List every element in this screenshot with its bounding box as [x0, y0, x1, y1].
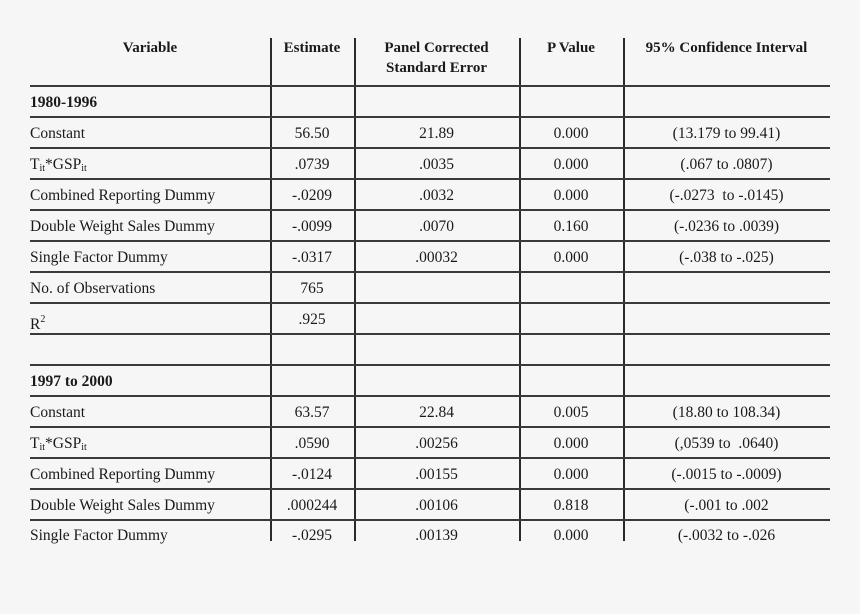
estimate-cell: .925	[298, 311, 326, 328]
p-value-cell: 0.005	[553, 404, 589, 421]
var-subscript: it	[81, 163, 87, 174]
variable-cell: Combined Reporting Dummy	[30, 187, 216, 204]
variable-cell: Double Weight Sales Dummy	[30, 218, 215, 235]
table-row	[30, 242, 830, 273]
section-label: 1997 to 2000	[30, 373, 113, 390]
variable-cell	[30, 149, 270, 180]
std-error-cell: .0032	[419, 187, 454, 204]
variable-cell: Combined Reporting Dummy	[30, 466, 216, 483]
table-row	[30, 459, 830, 490]
variable-cell: No. of Observations	[30, 280, 156, 297]
p-value-cell: 0.000	[553, 466, 589, 483]
p-value-cell: 0.000	[553, 527, 589, 544]
std-error-cell: .0070	[419, 218, 454, 235]
std-error-cell: .0035	[419, 156, 454, 173]
p-value-cell: 0.818	[553, 497, 589, 514]
ci-cell: (-.001 to .002	[684, 497, 769, 514]
p-value-cell: 0.000	[553, 156, 589, 173]
header-variable: Variable	[122, 40, 178, 56]
var-text: T	[30, 156, 40, 173]
ci-cell: (-.0273 to -.0145)	[669, 187, 784, 204]
ci-cell: (18.80 to 108.34)	[672, 404, 781, 421]
table-row	[30, 211, 830, 242]
estimate-cell: -.0295	[291, 527, 333, 544]
estimate-cell: -.0099	[291, 218, 333, 235]
ci-cell: (-.0015 to -.0009)	[671, 466, 782, 483]
ci-cell: (-.0032 to -.026	[677, 527, 776, 544]
std-error-cell: .00106	[415, 497, 458, 514]
var-subscript: it	[39, 442, 46, 453]
std-error-cell: .00256	[415, 435, 458, 452]
std-error-cell: 22.84	[419, 404, 454, 421]
variable-cell	[30, 428, 270, 459]
std-error-cell: .00139	[415, 527, 458, 544]
var-text: T	[30, 435, 40, 452]
variable-cell: Constant	[30, 125, 86, 142]
var-superscript: 2	[40, 314, 46, 325]
ci-cell: (-.038 to -.025)	[679, 249, 774, 266]
std-error-cell: .00155	[415, 466, 458, 483]
estimate-cell: -.0124	[291, 466, 333, 483]
table-row	[30, 428, 830, 459]
table-row	[30, 490, 830, 521]
variable-cell: Double Weight Sales Dummy	[30, 497, 215, 514]
table-row	[30, 273, 830, 304]
section-row-1980-1996	[30, 87, 830, 118]
header-std-error-line2: Standard Error	[386, 60, 487, 76]
variable-cell: Constant	[30, 404, 86, 421]
table-row	[30, 304, 830, 335]
p-value-cell: 0.160	[553, 218, 589, 235]
estimate-cell: .0590	[294, 435, 330, 452]
ci-cell: (.067 to .0807)	[680, 156, 773, 173]
var-text: *GSP	[45, 435, 82, 452]
table-row	[30, 520, 830, 551]
var-text: *GSP	[45, 156, 82, 173]
table-row	[30, 397, 830, 428]
section-label: 1980-1996	[30, 94, 98, 111]
header-confidence-interval: 95% Confidence Interval	[645, 40, 808, 56]
p-value-cell: 0.000	[553, 435, 589, 452]
estimate-cell: -.0209	[291, 187, 333, 204]
ci-cell: (13.179 to 99.41)	[672, 125, 781, 142]
header-std-error-line1: Panel Corrected	[384, 40, 489, 56]
var-subscript: it	[81, 442, 87, 453]
p-value-cell: 0.000	[553, 249, 589, 266]
var-text: R	[30, 316, 41, 333]
section-row-1997-2000	[30, 366, 830, 397]
std-error-cell: .00032	[415, 249, 458, 266]
header-estimate: Estimate	[283, 40, 341, 56]
var-subscript: it	[39, 163, 46, 174]
ci-cell: (,0539 to .0640)	[674, 435, 779, 452]
estimate-cell: 63.57	[294, 404, 330, 421]
table-row	[30, 149, 830, 180]
p-value-cell: 0.000	[553, 125, 589, 142]
table-row	[30, 180, 830, 211]
variable-cell: Single Factor Dummy	[30, 249, 168, 266]
header-std-error	[354, 38, 519, 86]
header-p-value: P Value	[547, 40, 595, 56]
estimate-cell: 765	[300, 280, 324, 297]
blank-row	[30, 335, 830, 366]
variable-cell	[30, 304, 270, 335]
estimate-cell: .0739	[294, 156, 330, 173]
table-row	[30, 118, 830, 149]
estimate-cell: .000244	[286, 497, 338, 514]
estimate-cell: 56.50	[294, 125, 330, 142]
std-error-cell: 21.89	[419, 125, 454, 142]
variable-cell: Single Factor Dummy	[30, 527, 168, 544]
ci-cell: (-.0236 to .0039)	[673, 218, 780, 235]
p-value-cell: 0.000	[553, 187, 589, 204]
estimate-cell: -.0317	[291, 249, 333, 266]
